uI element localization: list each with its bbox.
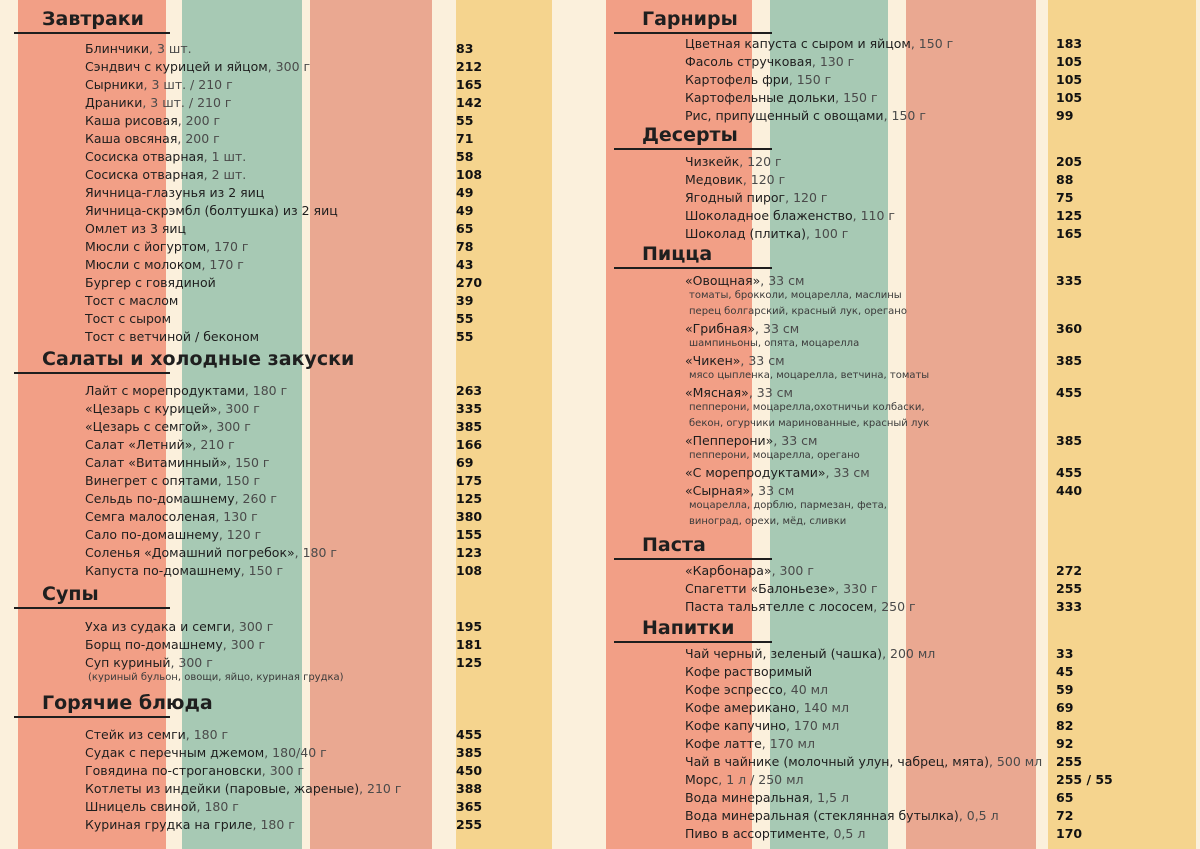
item-price: 108: [456, 563, 483, 578]
item-price: 125: [456, 491, 483, 506]
item-name: Чизкейк: [685, 154, 740, 169]
item-name: Винегрет с опятами: [85, 473, 218, 488]
item-name: «Мясная»: [685, 385, 749, 400]
menu-item: [85, 473, 260, 488]
item-weight: , 300 г: [267, 59, 311, 74]
item-name: Куриная грудка на гриле: [85, 817, 253, 832]
item-name: Мюсли с молоком: [85, 257, 202, 272]
item-description: мясо цыпленка, моцарелла, ветчина, томаты: [689, 370, 930, 381]
section-underline: [614, 32, 772, 34]
item-name: Кофе растворимый: [685, 664, 813, 679]
item-weight: , 1 шт.: [203, 149, 247, 164]
item-price: 385: [1056, 353, 1083, 368]
menu-item: [685, 385, 793, 400]
item-name: «Пепперони»: [685, 433, 774, 448]
item-weight: , 170 мл: [761, 736, 815, 751]
item-weight: , 300 г: [222, 637, 266, 652]
item-price: 105: [1056, 72, 1083, 87]
menu-item: [85, 149, 246, 164]
item-price: 166: [456, 437, 483, 452]
item-weight: , 150 г: [217, 473, 261, 488]
item-price: 88: [1056, 172, 1074, 187]
item-description: пепперони, моцарелла, орегано: [689, 450, 860, 461]
item-price: 385: [456, 419, 483, 434]
item-name: «С морепродуктами»: [685, 465, 826, 480]
item-price: 165: [1056, 226, 1083, 241]
item-name: Лайт с морепродуктами: [85, 383, 245, 398]
section-title: Завтраки: [42, 8, 144, 30]
item-name: «Грибная»: [685, 321, 756, 336]
section-underline: [614, 148, 772, 150]
item-price: 43: [456, 257, 474, 272]
item-name: Уха из судака и семги: [85, 619, 231, 634]
item-price: 59: [1056, 682, 1074, 697]
section-underline: [614, 641, 772, 643]
menu-item: [85, 563, 283, 578]
item-weight: , 180 г: [294, 545, 337, 560]
menu-item: [85, 239, 249, 254]
item-price: 385: [456, 745, 483, 760]
item-price: 39: [456, 293, 474, 308]
item-name: Омлет из 3 яиц: [85, 221, 187, 236]
menu-item: [685, 646, 935, 661]
menu-item: [85, 41, 192, 56]
item-price: 58: [456, 149, 474, 164]
menu-item: [85, 727, 228, 742]
menu-item: [685, 353, 785, 368]
item-price: 255: [1056, 581, 1083, 596]
item-name: «Карбонара»: [685, 563, 772, 578]
item-weight: , 110 г: [852, 208, 895, 223]
section-title: Супы: [42, 583, 99, 605]
item-price: 105: [1056, 90, 1083, 105]
item-name: Чай в чайнике (молочный улун, чабрец, мята): [685, 754, 989, 769]
item-weight: , 200 г: [177, 131, 220, 146]
item-weight: , 3 шт. / 210 г: [143, 77, 233, 92]
item-price: 75: [1056, 190, 1074, 205]
item-weight: , 150 г: [910, 36, 954, 51]
menu-item: [685, 563, 814, 578]
item-price: 83: [456, 41, 474, 56]
item-name: Кофе американо: [685, 700, 796, 715]
item-description: шампиньоны, опята, моцарелла: [689, 338, 860, 349]
item-price: 255 / 55: [1056, 772, 1113, 787]
menu-item: [85, 77, 233, 92]
item-name: Бургер с говядиной: [85, 275, 216, 290]
item-price: 181: [456, 637, 483, 652]
item-name: Говядина по-строгановски: [85, 763, 262, 778]
item-price: 49: [456, 203, 474, 218]
item-name: Тост с маслом: [85, 293, 179, 308]
section-title: Десерты: [642, 124, 738, 146]
menu-item: [85, 59, 310, 74]
item-price: 333: [1056, 599, 1083, 614]
menu-item: [685, 90, 878, 105]
item-price: 108: [456, 167, 483, 182]
item-price: 125: [1056, 208, 1083, 223]
item-name: «Сырная»: [685, 483, 751, 498]
item-weight: , 0,5 л: [958, 808, 999, 823]
section-underline: [614, 558, 772, 560]
item-name: Сало по-домашнему: [85, 527, 219, 542]
item-weight: , 300 г: [170, 655, 213, 670]
menu-item: [85, 401, 260, 416]
item-price: 335: [1056, 273, 1083, 288]
item-weight: , 33 см: [825, 465, 870, 480]
item-price: 165: [456, 77, 483, 92]
item-weight: , 140 мл: [795, 700, 849, 715]
item-weight: , 200 мл: [882, 646, 936, 661]
item-name: Сырники: [85, 77, 144, 92]
item-price: 212: [456, 59, 483, 74]
item-weight: , 170 мл: [785, 718, 840, 733]
item-weight: , 170 г: [201, 257, 244, 272]
item-price: 69: [456, 455, 474, 470]
item-name: Сосиска отварная: [85, 167, 204, 182]
item-price: 82: [1056, 718, 1074, 733]
item-weight: , 180/40 г: [264, 745, 327, 760]
menu-item: [85, 95, 231, 110]
item-weight: , 260 г: [234, 491, 277, 506]
menu-item: [85, 527, 261, 542]
menu-item: [685, 208, 895, 223]
item-price: 455: [1056, 385, 1083, 400]
menu-item: [85, 437, 235, 452]
item-name: Яичница-глазунья из 2 яиц: [85, 185, 265, 200]
item-name: Чай черный, зеленый (чашка): [685, 646, 883, 661]
item-price: 105: [1056, 54, 1083, 69]
item-name: Судак с перечным джемом: [85, 745, 265, 760]
item-weight: , 300 г: [261, 763, 305, 778]
menu-item: [685, 700, 849, 715]
item-price: 183: [1056, 36, 1083, 51]
item-weight: , 3 шт.: [149, 41, 192, 56]
menu-item: [85, 455, 269, 470]
item-weight: , 300 г: [217, 401, 260, 416]
section-title: Гарниры: [642, 8, 738, 30]
item-name: Салат «Витаминный»: [85, 455, 228, 470]
item-weight: , 33 см: [773, 433, 818, 448]
item-weight: , 33 см: [740, 353, 785, 368]
item-weight: , 1 л / 250 мл: [718, 772, 804, 787]
item-name: Блинчики: [85, 41, 150, 56]
section-title: Паста: [642, 534, 706, 556]
menu-item: [685, 790, 849, 805]
item-weight: , 150 г: [883, 108, 926, 123]
item-description: пепперони, моцарелла,охотничьи колбаски,: [689, 402, 925, 413]
item-weight: , 150 г: [227, 455, 270, 470]
item-price: 175: [456, 473, 483, 488]
menu-item: [85, 275, 216, 290]
item-price: 71: [456, 131, 474, 146]
item-name: Капуста по-домашнему: [85, 563, 241, 578]
section-title: Напитки: [642, 617, 735, 639]
item-price: 45: [1056, 664, 1074, 679]
item-description: виноград, орехи, мёд, сливки: [689, 516, 847, 527]
menu-item: [685, 664, 812, 679]
item-name: Медовик: [685, 172, 743, 187]
menu-item: [85, 383, 287, 398]
menu-item: [85, 419, 251, 434]
item-weight: , 130 г: [811, 54, 855, 69]
item-name: «Овощная»: [685, 273, 761, 288]
item-weight: , 0,5 л: [825, 826, 866, 841]
item-price: 360: [1056, 321, 1083, 336]
menu-item: [85, 113, 220, 128]
item-name: Пиво в ассортименте: [685, 826, 826, 841]
item-name: Спагетти «Балоньезе»: [685, 581, 836, 596]
menu-item: [85, 185, 264, 200]
menu-item: [685, 36, 953, 51]
item-price: 440: [1056, 483, 1083, 498]
item-name: Шоколад (плитка): [685, 226, 807, 241]
item-name: Кофе капучино: [685, 718, 786, 733]
item-weight: , 1,5 л: [809, 790, 850, 805]
item-name: Котлеты из индейки (паровые, жареные): [85, 781, 360, 796]
item-weight: , 3 шт. / 210 г: [142, 95, 232, 110]
section-underline: [14, 607, 170, 609]
menu-item: [85, 545, 337, 560]
item-price: 123: [456, 545, 483, 560]
item-name: Паста тальятелле с лососем: [685, 599, 874, 614]
item-price: 272: [1056, 563, 1083, 578]
menu-item: [85, 203, 338, 218]
item-price: 263: [456, 383, 483, 398]
menu-item: [85, 257, 244, 272]
item-price: 72: [1056, 808, 1074, 823]
menu-item: [85, 763, 304, 778]
item-name: Кофе эспрессо: [685, 682, 783, 697]
menu-item: [685, 108, 926, 123]
menu-item: [685, 273, 804, 288]
item-weight: , 33 см: [760, 273, 805, 288]
item-price: 78: [456, 239, 474, 254]
menu-item: [685, 772, 804, 787]
item-name: «Чикен»: [685, 353, 741, 368]
item-price: 255: [1056, 754, 1083, 769]
item-name: «Цезарь с курицей»: [85, 401, 218, 416]
item-price: 69: [1056, 700, 1074, 715]
item-description: бекон, огурчики маринованные, красный лук: [689, 418, 930, 429]
item-name: Морс: [685, 772, 719, 787]
item-name: Тост с сыром: [85, 311, 172, 326]
item-name: «Цезарь с семгой»: [85, 419, 209, 434]
item-weight: , 330 г: [835, 581, 878, 596]
item-weight: , 210 г: [359, 781, 402, 796]
menu-item: [685, 433, 817, 448]
item-name: Каша рисовая: [85, 113, 178, 128]
item-name: Вода минеральная (стеклянная бутылка): [685, 808, 959, 823]
menu-item: [85, 799, 239, 814]
item-name: Сэндвич с курицей и яйцом: [85, 59, 268, 74]
item-price: 55: [456, 329, 474, 344]
item-weight: , 2 шт.: [203, 167, 247, 182]
item-price: 99: [1056, 108, 1074, 123]
item-price: 65: [1056, 790, 1074, 805]
item-name: Каша овсяная: [85, 131, 178, 146]
item-price: 270: [456, 275, 483, 290]
menu-item: [685, 172, 785, 187]
item-weight: , 120 г: [218, 527, 262, 542]
item-name: Мюсли с йогуртом: [85, 239, 207, 254]
menu-item: [85, 329, 259, 344]
item-name: Шницель свиной: [85, 799, 197, 814]
item-name: Салат «Летний»: [85, 437, 193, 452]
menu-item: [685, 321, 799, 336]
item-price: 450: [456, 763, 483, 778]
item-weight: , 250 г: [873, 599, 916, 614]
section-title: Салаты и холодные закуски: [42, 348, 355, 370]
menu-item: [685, 736, 815, 751]
menu-item: [85, 167, 246, 182]
item-weight: , 180 г: [185, 727, 229, 742]
menu-item: [685, 483, 794, 498]
item-name: Драники: [85, 95, 143, 110]
menu-item: [685, 190, 828, 205]
item-price: 55: [456, 311, 474, 326]
menu-item: [685, 54, 854, 69]
section-underline: [14, 716, 170, 718]
item-name: Сосиска отварная: [85, 149, 204, 164]
item-weight: , 33 см: [750, 483, 795, 498]
item-price: 92: [1056, 736, 1074, 751]
item-name: Суп куриный: [85, 655, 171, 670]
menu-item: [85, 131, 220, 146]
menu-item: [685, 682, 828, 697]
menu-item: [85, 491, 277, 506]
item-price: 49: [456, 185, 474, 200]
item-name: Фасоль стручковая: [685, 54, 812, 69]
item-weight: , 500 мл: [988, 754, 1043, 769]
menu-item: [685, 754, 1042, 769]
menu-item: [685, 154, 782, 169]
menu-item: [685, 826, 865, 841]
menu-item: [85, 745, 327, 760]
item-weight: , 120 г: [785, 190, 828, 205]
item-price: 388: [456, 781, 483, 796]
item-weight: , 120 г: [739, 154, 782, 169]
item-name: Тост с ветчиной / беконом: [85, 329, 260, 344]
item-price: 455: [456, 727, 483, 742]
menu-item: [85, 509, 258, 524]
item-price: 365: [456, 799, 483, 814]
menu-item: [685, 808, 999, 823]
menu-item: [685, 465, 870, 480]
item-weight: , 180 г: [252, 817, 295, 832]
menu-item: [85, 619, 273, 634]
stripe-salmon-left: [310, 0, 432, 849]
item-price: 155: [456, 527, 483, 542]
item-weight: , 33 см: [755, 321, 800, 336]
menu-item: [685, 599, 916, 614]
item-name: Вода минеральная: [685, 790, 810, 805]
menu-item: [85, 637, 265, 652]
section-underline: [14, 32, 170, 34]
item-weight: , 150 г: [240, 563, 284, 578]
item-description: моцарелла, дорблю, пармезан, фета,: [689, 500, 887, 511]
menu-item: [685, 72, 831, 87]
section-underline: [614, 267, 772, 269]
menu-item: [85, 817, 295, 832]
menu-item: [85, 293, 178, 308]
item-name: Ягодный пирог: [685, 190, 786, 205]
item-weight: , 300 г: [230, 619, 274, 634]
item-name: Рис, припущенный с овощами: [685, 108, 884, 123]
item-price: 380: [456, 509, 483, 524]
item-weight: , 300 г: [771, 563, 814, 578]
item-price: 385: [1056, 433, 1083, 448]
item-weight: , 120 г: [742, 172, 786, 187]
item-name: Стейк из семги: [85, 727, 186, 742]
item-name: Шоколадное блаженство: [685, 208, 853, 223]
section-title: Пицца: [642, 243, 713, 265]
menu-item: [685, 718, 839, 733]
item-name: Борщ по-домашнему: [85, 637, 223, 652]
menu-item: [85, 221, 186, 236]
item-name: Соленья «Домашний погребок»: [85, 545, 295, 560]
item-weight: , 210 г: [192, 437, 235, 452]
item-weight: , 300 г: [208, 419, 251, 434]
item-description: перец болгарский, красный лук, орегано: [689, 306, 907, 317]
item-price: 170: [1056, 826, 1083, 841]
item-price: 455: [1056, 465, 1083, 480]
menu-item: [685, 581, 878, 596]
item-price: 255: [456, 817, 483, 832]
item-name: Цветная капуста с сыром и яйцом: [685, 36, 911, 51]
item-price: 335: [456, 401, 483, 416]
item-description: (куриный бульон, овощи, яйцо, куриная грудка): [88, 672, 344, 683]
item-weight: , 150 г: [835, 90, 878, 105]
item-name: Яичница-скрэмбл (болтушка) из 2 яиц: [85, 203, 338, 218]
item-name: Семга малосоленая: [85, 509, 216, 524]
item-weight: , 100 г: [806, 226, 849, 241]
menu-item: [85, 655, 213, 670]
item-weight: , 130 г: [215, 509, 258, 524]
item-weight: , 180 г: [196, 799, 239, 814]
menu-item: [85, 311, 171, 326]
item-price: 205: [1056, 154, 1083, 169]
item-weight: , 170 г: [206, 239, 249, 254]
section-title: Горячие блюда: [42, 692, 213, 714]
item-name: Сельдь по-домашнему: [85, 491, 235, 506]
item-weight: , 40 мл: [782, 682, 829, 697]
item-price: 195: [456, 619, 483, 634]
item-name: Картофельные дольки: [685, 90, 836, 105]
item-description: томаты, брокколи, моцарелла, маслины: [689, 290, 902, 301]
item-name: Картофель фри: [685, 72, 789, 87]
item-weight: , 150 г: [788, 72, 832, 87]
section-underline: [14, 372, 170, 374]
item-weight: , 200 г: [177, 113, 221, 128]
item-price: 55: [456, 113, 474, 128]
item-price: 142: [456, 95, 483, 110]
item-price: 125: [456, 655, 483, 670]
menu-item: [85, 781, 401, 796]
item-price: 33: [1056, 646, 1074, 661]
item-weight: , 180 г: [244, 383, 288, 398]
item-price: 65: [456, 221, 474, 236]
item-name: Кофе латте: [685, 736, 762, 751]
item-weight: , 33 см: [748, 385, 793, 400]
menu-item: [685, 226, 848, 241]
